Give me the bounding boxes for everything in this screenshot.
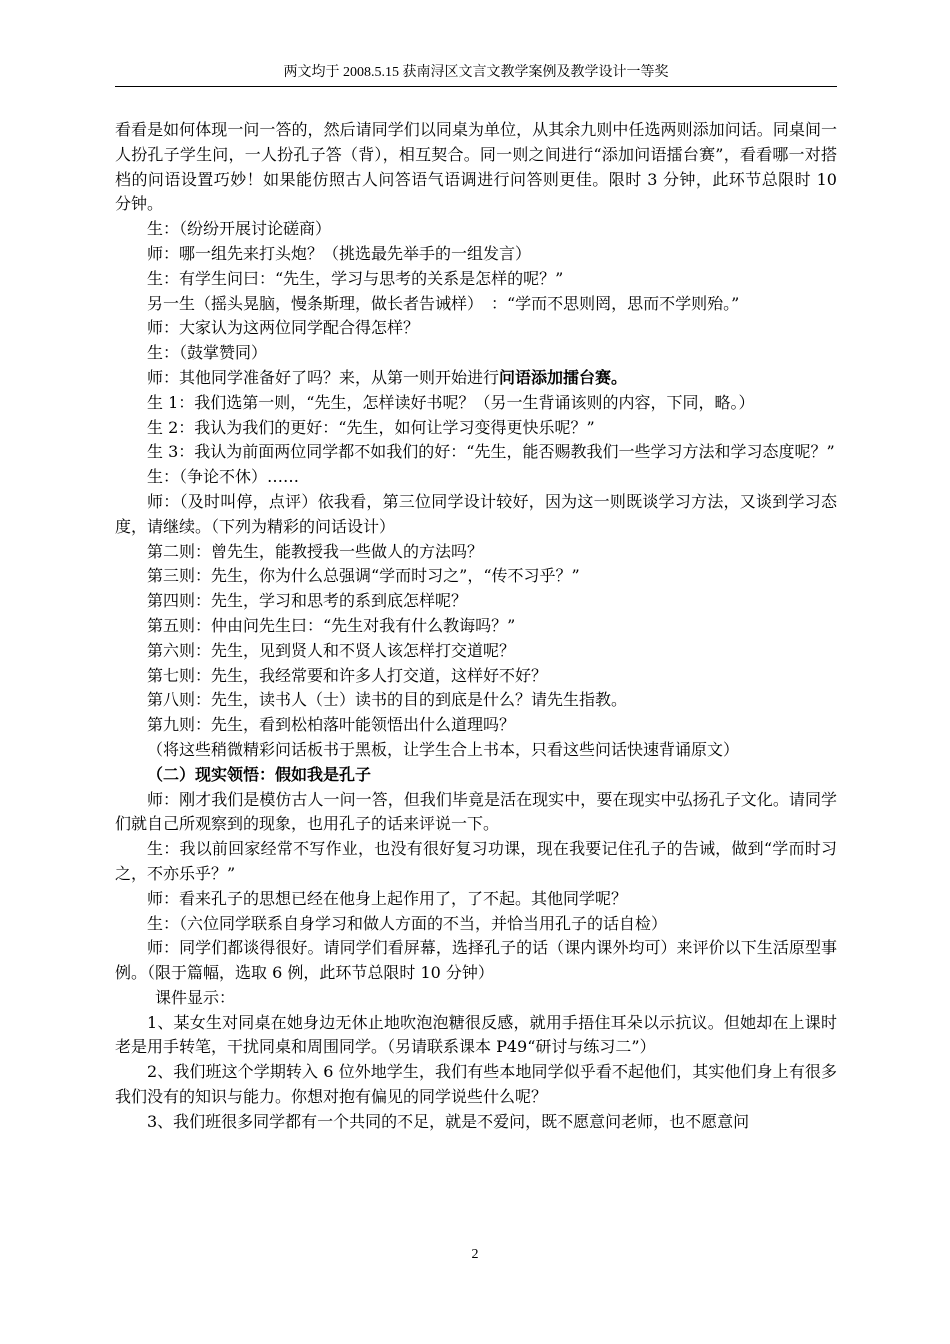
paragraph [115, 217, 837, 242]
paragraph [115, 986, 837, 1011]
paragraph-text: 另一生（摇头晃脑，慢条斯理，做长者告诫样） ：“学而不思则罔，思而不学则殆。” [147, 293, 740, 313]
paragraph-text: 1、某女生对同桌在她身边无休止地吹泡泡糖很反感，就用手捂住耳朵以示抗议。但她却在上课时老是用手转笔，干扰同桌和周围同学。（另请联系课本 P49“研讨与练习二”） [115, 1012, 837, 1057]
paragraph-text: 师：同学们都谈得很好。请同学们看屏幕，选择孔子的话（课内课外均可）来评价以下生活原型事例。（限于篇幅，选取 6 例，此环节总限时 10 分钟） [115, 938, 837, 983]
paragraph [115, 887, 837, 912]
paragraph-text: 生：（六位同学联系自身学习和做人方面的不当，并恰当用孔子的话自检） [147, 913, 668, 933]
paragraph-text: 第八则：先生，读书人（士）读书的目的到底是什么？请先生指教。 [147, 690, 628, 710]
paragraph [115, 837, 837, 887]
paragraph [115, 713, 837, 738]
paragraph-text: 生 3：我认为前面两位同学都不如我们的好：“先生，能否赐教我们一些学习方法和学习态度呢？” [147, 442, 835, 462]
paragraph [115, 614, 837, 639]
paragraph-text: 生：（鼓掌赞同） [147, 343, 268, 363]
paragraph [115, 936, 837, 986]
paragraph [115, 664, 837, 689]
paragraph [115, 1060, 837, 1110]
paragraph-text: 第三则：先生，你为什么总强调“学而时习之”，“传不习乎？” [147, 566, 580, 586]
paragraph-text: 师：其他同学准备好了吗？来，从第一则开始进行 [147, 367, 500, 387]
paragraph-text: 第七则：先生，我经常要和许多人打交道，这样好不好？ [147, 665, 548, 685]
paragraph [115, 391, 837, 416]
paragraph-text: 第九则：先生，看到松柏落叶能领悟出什么道理吗？ [147, 715, 516, 735]
header-divider [115, 86, 837, 87]
paragraph [115, 738, 837, 763]
paragraph-text: 课件显示： [155, 987, 236, 1007]
paragraph-text: 师：哪一组先来打头炮？（挑选最先举手的一组发言） [147, 243, 532, 263]
paragraph [115, 589, 837, 614]
paragraph-text: 生：有学生问曰：“先生，学习与思考的关系是怎样的呢？” [147, 268, 564, 288]
paragraph [115, 465, 837, 490]
paragraph-text: （将这些稍微精彩问话板书于黑板，让学生合上书本，只看这些问话快速背诵原文） [147, 739, 740, 759]
paragraph-text: 看看是如何体现一问一答的，然后请同学们以同桌为单位，从其余九则中任选两则添加问话。同桌间一人扮孔子学生问，一人扮孔子答（背），相互契合。同一则之间进行“添加问语擂台赛”，看看哪一对搭档的问语设置巧妙！如果能仿照古人问答语气语调进行问答则更佳。限时 3 分钟，此环节总限时 10 分钟。 [115, 120, 837, 214]
paragraph [115, 1011, 837, 1061]
paragraph [115, 788, 837, 838]
paragraph [115, 118, 837, 217]
paragraph-emphasis: 问语添加擂台赛。 [499, 367, 628, 387]
paragraph-text: 第五则：仲由问先生曰：“先生对我有什么教诲吗？” [147, 615, 516, 635]
paragraph [115, 912, 837, 937]
paragraph-text: 师：（及时叫停，点评）依我看，第三位同学设计较好，因为这一则既谈学习方法，又谈到学习态度，请继续。（下列为精彩的问话设计） [115, 491, 837, 536]
paragraph [115, 540, 837, 565]
paragraph-text: 生 1：我们选第一则，“先生，怎样读好书呢？（另一生背诵该则的内容，下同，略。） [147, 392, 755, 412]
paragraph-text: 师：刚才我们是模仿古人一问一答，但我们毕竟是活在现实中，要在现实中弘扬孔子文化。请同学们就自己所观察到的现象，也用孔子的话来评说一下。 [115, 789, 837, 834]
paragraph-text: 生：我以前回家经常不写作业，也没有很好复习功课，现在我要记住孔子的告诫，做到“学而时习之，不亦乐乎？” [115, 839, 837, 883]
paragraph-text: 第二则：曾先生，能教授我一些做人的方法吗？ [147, 541, 484, 561]
paragraph [115, 688, 837, 713]
paragraph [115, 267, 837, 292]
paragraph-text: 生 2：我认为我们的更好：“先生，如何让学习变得更快乐呢？” [147, 417, 595, 437]
paragraph-text: 3、我们班很多同学都有一个共同的不足，就是不爱问，既不愿意问老师，也不愿意问 [147, 1111, 750, 1131]
paragraph [115, 366, 837, 391]
paragraph [115, 564, 837, 589]
paragraph-text: 2、我们班这个学期转入 6 位外地学生，我们有些本地同学似乎看不起他们，其实他们身上有很多我们没有的知识与能力。你想对抱有偏见的同学说些什么呢？ [115, 1062, 837, 1107]
paragraph [115, 490, 837, 540]
paragraph-text: 师：大家认为这两位同学配合得怎样？ [147, 318, 420, 338]
paragraph-text: 师：看来孔子的思想已经在他身上起作用了，了不起。其他同学呢？ [147, 888, 628, 908]
page-header: 两文均于 2008.5.15 获南浔区文言文教学案例及教学设计一等奖 [283, 65, 669, 80]
paragraph-text: 第六则：先生，见到贤人和不贤人该怎样打交道呢？ [147, 640, 516, 660]
document-body [115, 118, 837, 1135]
paragraph [115, 639, 837, 664]
page-number: 2 [471, 1247, 479, 1262]
paragraph [115, 440, 837, 465]
paragraph [115, 1110, 837, 1135]
paragraph [115, 292, 837, 317]
paragraph-text: （二）现实领悟：假如我是孔子 [147, 764, 372, 784]
paragraph [115, 416, 837, 441]
paragraph-text: 生：（纷纷开展讨论磋商） [147, 219, 332, 239]
paragraph [115, 763, 837, 788]
paragraph [115, 242, 837, 267]
paragraph [115, 341, 837, 366]
paragraph [115, 316, 837, 341]
paragraph-text: 生：（争论不休）…… [147, 467, 300, 487]
paragraph-text: 第四则：先生，学习和思考的系到底怎样呢？ [147, 591, 468, 611]
